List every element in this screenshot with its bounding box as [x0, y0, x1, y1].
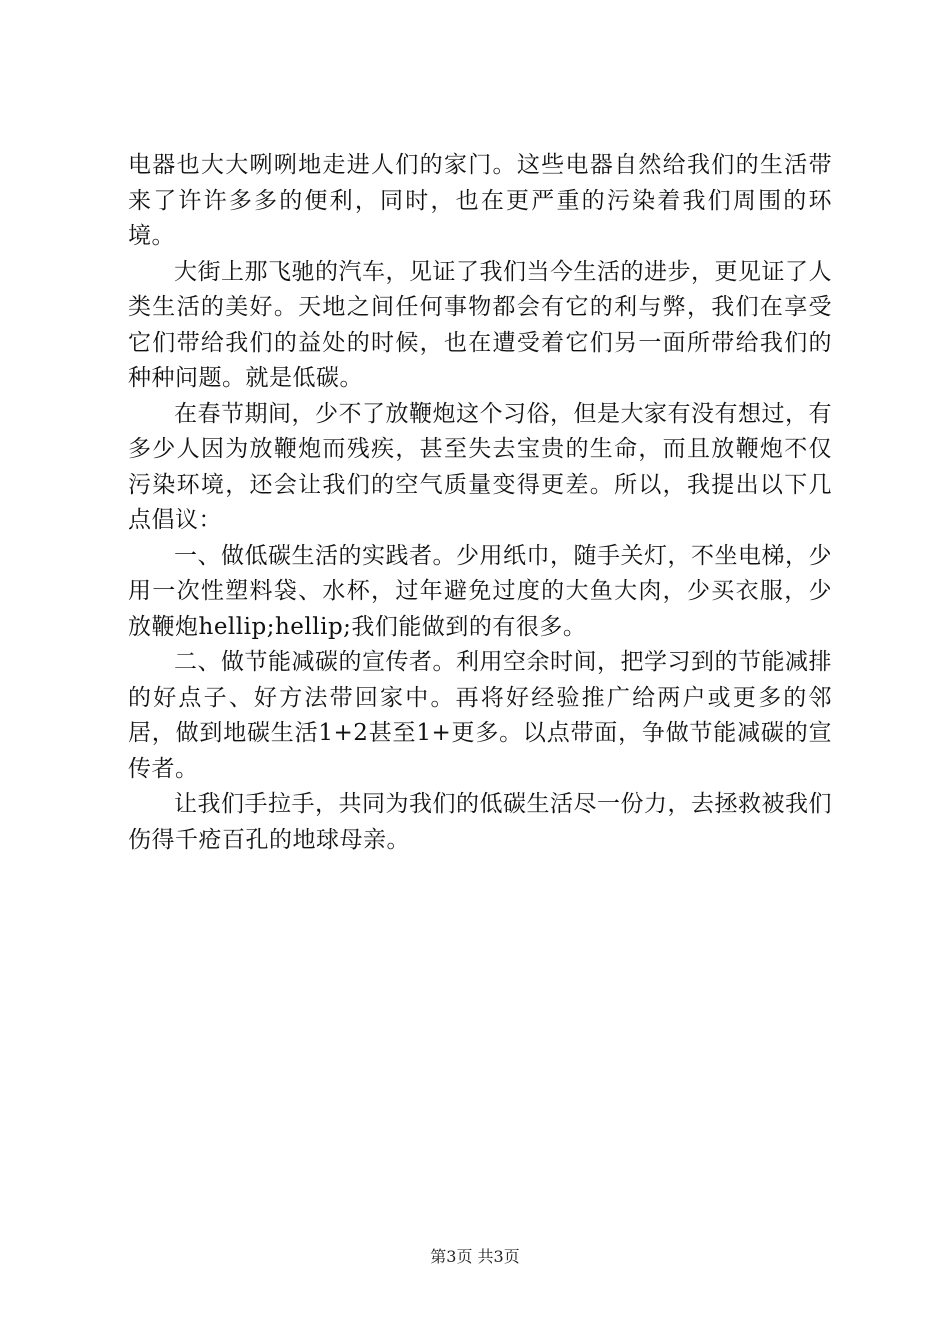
document-body: [128, 148, 832, 858]
paragraph-1: 电器也大大咧咧地走进人们的家门。这些电器自然给我们的生活带来了许许多多的便利，同时，也在更严重的污染着我们周围的环境。: [128, 152, 832, 249]
paragraph-6: 让我们手拉手，共同为我们的低碳生活尽一份力，去拯救被我们伤得千疮百孔的地球母亲。: [128, 791, 832, 853]
paragraph-4: 一、做低碳生活的实践者。少用纸巾，随手关灯，不坐电梯，少用一次性塑料袋、水杯，过年避免过度的大鱼大肉，少买衣服，少放鞭炮hellip;hellip;我们能做到的有很多。: [128, 542, 832, 640]
paragraph-3: 在春节期间，少不了放鞭炮这个习俗，但是大家有没有想过，有多少人因为放鞭炮而残疾，甚至失去宝贵的生命，而且放鞭炮不仅污染环境，还会让我们的空气质量变得更差。所以，我提出以下几点倡议：: [128, 400, 832, 533]
paragraph-5: 二、做节能减碳的宣传者。利用空余时间，把学习到的节能减排的好点子、好方法带回家中。再将好经验推广给两户或更多的邻居，做到地碳生活1+2甚至1+更多。以点带面，争做节能减碳的宣传者。: [128, 649, 832, 782]
page-footer: 第3页 共3页: [430, 1247, 520, 1266]
paragraph-2: 大街上那飞驰的汽车，见证了我们当今生活的进步，更见证了人类生活的美好。天地之间任何事物都会有它的利与弊，我们在享受它们带给我们的益处的时候，也在遭受着它们另一面所带给我们的种种问题。就是低碳。: [128, 258, 832, 391]
